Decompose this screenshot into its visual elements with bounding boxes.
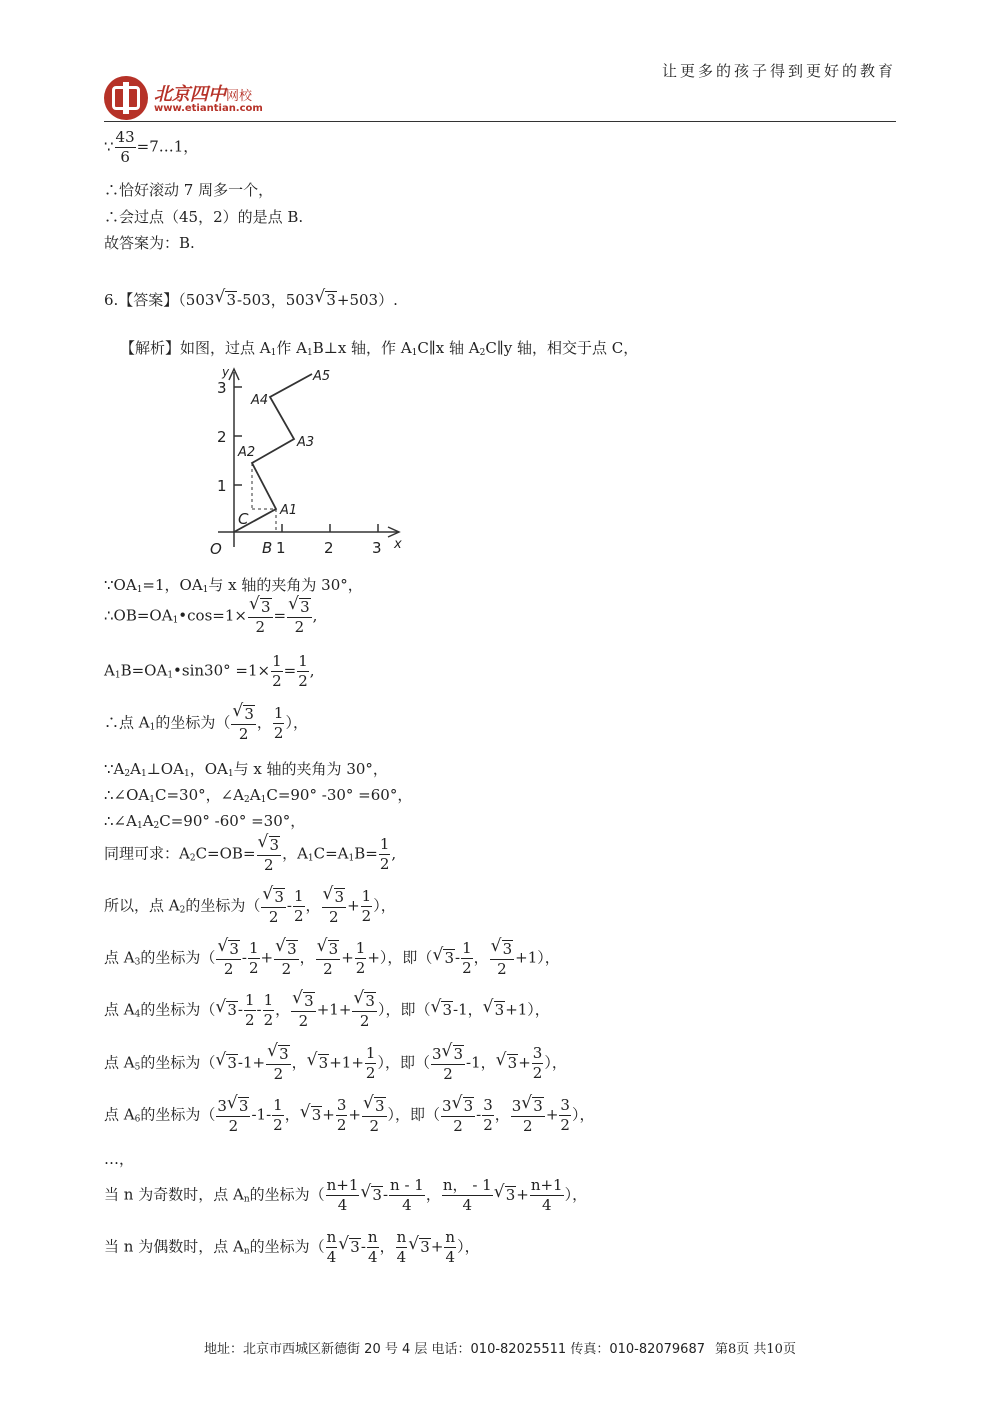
x-tick-2: 2 [324, 539, 334, 557]
step-angle-a1a2c: $\therefore\angle A_1A_2C=90^\circ$ -60° =30°， [104, 812, 306, 831]
line-because-43-6: ∵ $\frac{43}{6}$ =7…1， [104, 128, 199, 166]
step-a6-coord: 点 $A_6$的坐标为（ $\frac{3√ 3}{2}$ -1- $\frac{1}{2}$ ，√ 3+ $\frac{3}{2}$ + √ $\frac{3}{2}$ ），即（ $\frac{3√ 3}{2}$ - $\frac{3}{2}$ ， $\frac{3√ 3}{2}$ + $\frac{3}{2}$ ）， [104, 1097, 594, 1134]
point-a1-label: A1 [280, 503, 298, 518]
x-axis-label: x [394, 537, 402, 552]
y-tick-2: 2 [217, 428, 227, 446]
footer-address: 地址：北京市西城区新德街 20 号 4 层 电话：010-82025511 传真：010-82079687 [204, 1342, 705, 1357]
etiantian-logo [104, 76, 294, 122]
y-axis-label: y [222, 365, 230, 379]
step-a2-coord: 所以，点 $A_2$的坐标为（ √ $\frac{3}{2}$ - $\frac{1}{2}$ ， √ $\frac{3}{2}$ + $\frac{1}{2}$ ）， [104, 888, 396, 925]
step-even-n: 当 n 为偶数时，点 $A_n$的坐标为（ $\frac{n}{4}$ √ 3- $\frac{n}{4}$ ， $\frac{n}{4}$ √ 3+ $\frac{n}{4}$ ）， [104, 1230, 480, 1265]
point-b-label: B [262, 539, 273, 557]
x-tick-1: 1 [276, 539, 286, 557]
step-odd-n: 当 n 为奇数时，点 $A_n$的坐标为（ $\frac{n+1}{4}$ √ 3- $\frac{n - 1}{4}$ ， $\frac{n, - 1}{4}$ √ 3+ $\frac{n+1}{4}$ ）， [104, 1178, 587, 1213]
y-tick-3: 3 [217, 379, 227, 397]
step-a5-coord: 点 $A_5$的坐标为（√ 3-1+ √ $\frac{3}{2}$ ，√ 3+1+ $\frac{1}{2}$ ），即（ $\frac{3√ 3}{2}$ -1，√ 3+ $\frac{3}{2}$ ）， [104, 1045, 567, 1082]
y-tick-1: 1 [217, 477, 227, 495]
coordinate-diagram [200, 364, 410, 564]
point-a5-label: A5 [313, 369, 331, 384]
point-a4-label: A4 [251, 393, 269, 408]
fraction: $\frac{43}{6}$ [115, 128, 135, 166]
point-a3-label: A3 [297, 435, 315, 450]
logo-subname: 网校 [226, 89, 253, 104]
header-slogan: 让更多的孩子得到更好的教育 [661, 62, 896, 80]
step-a3-coord: 点 $A_3$的坐标为（ √ $\frac{3}{2}$ - $\frac{1}{2}$ + √ $\frac{3}{2}$ ， √ $\frac{3}{2}$ + $\frac{1}{2}$ +），即（√ 3- $\frac{1}{2}$ ， √ $\frac{3}{2}$ +1）， [104, 940, 560, 977]
step-a1b: $A_1B=OA_1•\sin 30^\circ =1\times$ $\frac{1}{2}$ = $\frac{1}{2}$ , [104, 652, 315, 690]
page-number: 第8页 共10页 [715, 1342, 796, 1357]
point-c-label: C [238, 510, 249, 528]
step-ellipsis: …， [104, 1150, 135, 1168]
step-similar: 同理可求：$A_2C=OB=$ √ $\frac{3}{2}$ ，$A_1C=A_1B=$ $\frac{1}{2}$ , [104, 836, 396, 873]
logo-name: 北京四中 [154, 84, 226, 105]
step-ob: $\therefore OB=OA_1•\cos=1\times$ √ $\frac{3}{2}$ = √ $\frac{3}{2}$ , [104, 598, 317, 635]
point-a2-label: A2 [238, 445, 256, 460]
line-point-b: ∴会过点（45，2）的是点 B. [104, 208, 304, 226]
x-tick-3: 3 [372, 539, 382, 557]
analysis-head: 【解析】如图，过点 $A_1$作 $A_1B\perp x$ 轴，作 $A_1C\parallel x$ 轴 $A_2C\parallel y$ 轴，相交于点 C， [120, 339, 639, 358]
header-divider [104, 121, 896, 122]
origin-label: O [210, 540, 222, 558]
logo-emblem-icon [104, 76, 148, 120]
line-answer-b: 故答案为：B. [104, 234, 195, 252]
step-oa1: $\because OA_1=1$，$OA_1$与 x 轴的夹角为 30°， [104, 576, 363, 595]
page-footer [0, 1338, 1000, 1357]
logo-url: www.etiantian.com [154, 103, 263, 114]
step-a4-coord: 点 $A_4$的坐标为（√ 3- $\frac{1}{2}$ - $\frac{1}{2}$ ， √ $\frac{3}{2}$ +1+ √ $\frac{3}{2}$ ），即（√ 3-1，√ 3+1）， [104, 992, 550, 1029]
step-angle-oa1c: $\therefore\angle OA_1C=30^\circ$，$\angle A_2A_1C=90^\circ$ -30° =60°， [104, 786, 413, 805]
q6-answer: 6.【答案】（503√ 3-503，503√ 3+503）. [104, 291, 398, 308]
step-a2a1-perp: $\because A_2A_1\perp OA_1$，$OA_1$与 x 轴的夹角为 30°， [104, 760, 388, 779]
step-a1-coord: ∴点 $A_1$的坐标为（ √ $\frac{3}{2}$ ， $\frac{1}{2}$ ）， [104, 705, 308, 742]
line-roll-7: ∴恰好滚动 7 周多一个， [104, 181, 274, 199]
